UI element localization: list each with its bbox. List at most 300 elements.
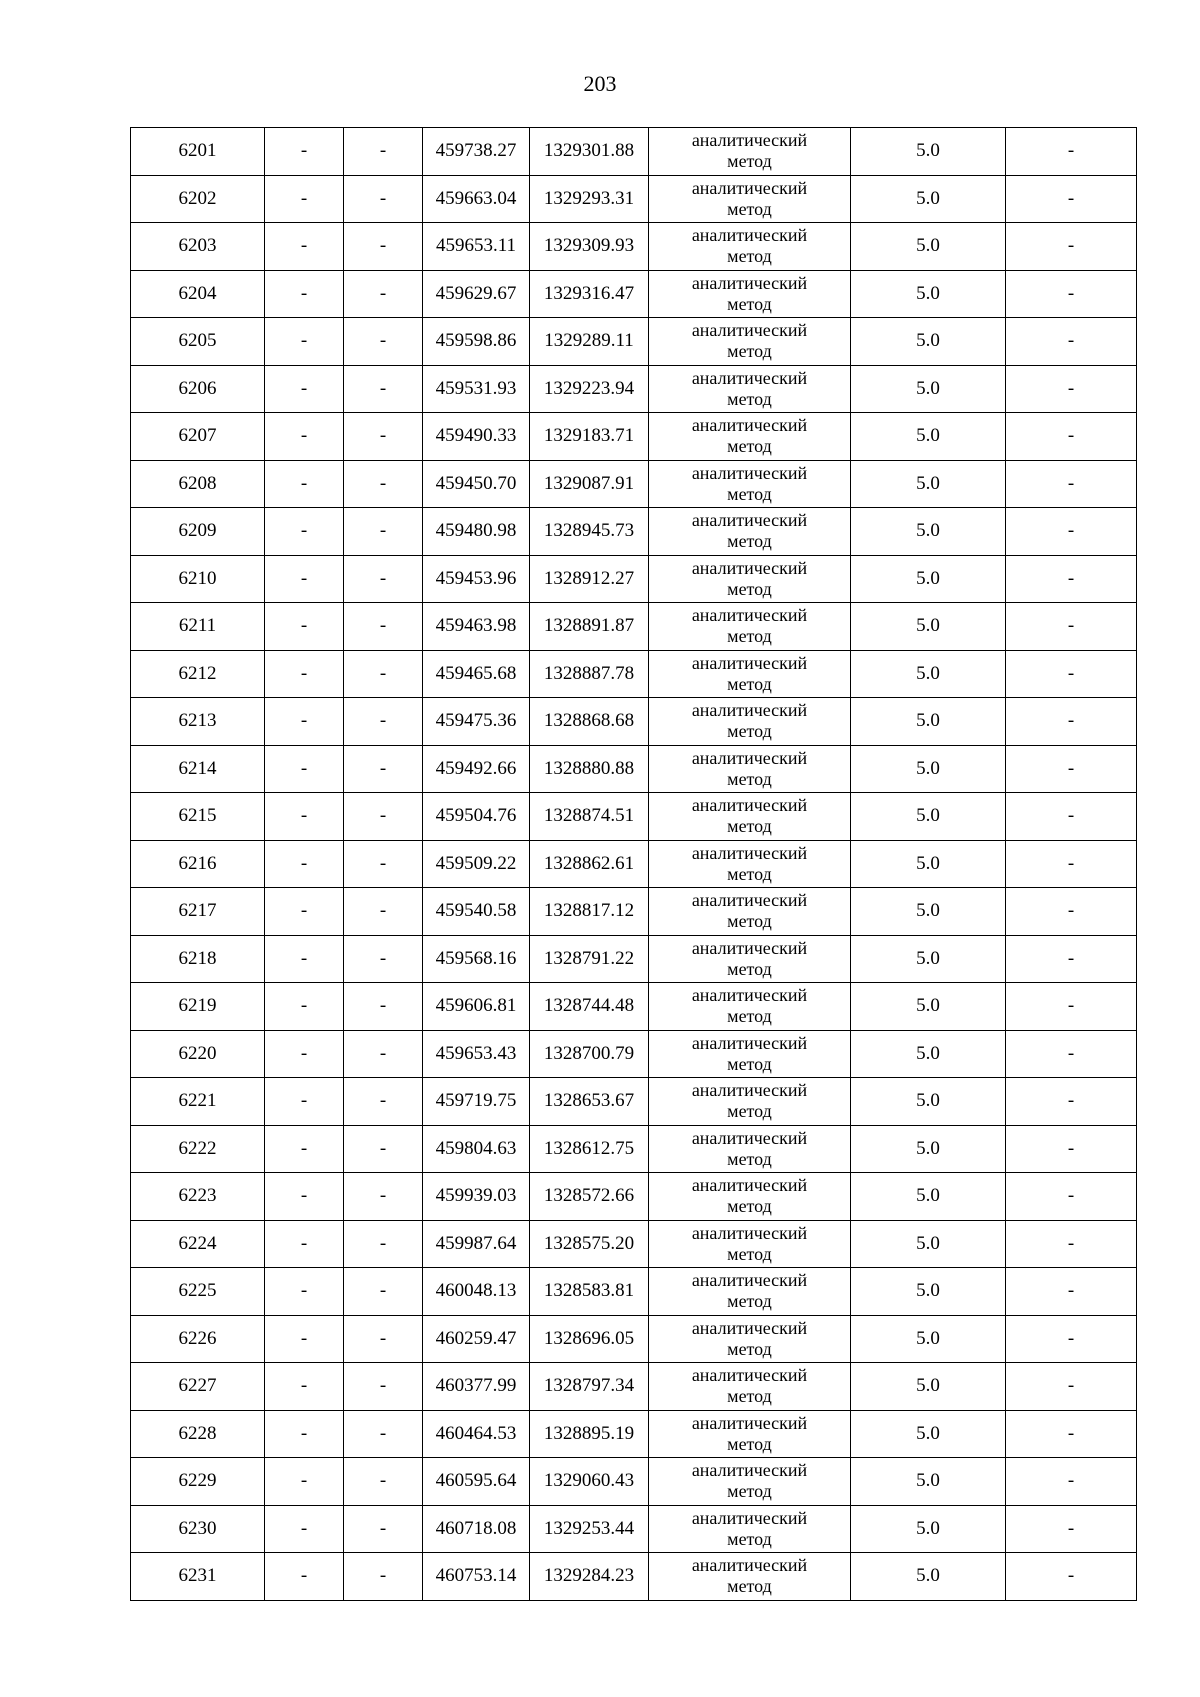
method-line-2: метод — [727, 531, 772, 552]
cell-y-coordinate: 1328880.88 — [530, 745, 649, 793]
cell-accuracy: 5.0 — [851, 840, 1006, 888]
cell-method — [649, 1173, 851, 1221]
cell-method — [649, 888, 851, 936]
cell-y-coordinate: 1328874.51 — [530, 793, 649, 841]
cell-notes: - — [1006, 1505, 1137, 1553]
cell-empty-1: - — [265, 935, 344, 983]
cell-y-coordinate: 1329316.47 — [530, 270, 649, 318]
cell-method — [649, 603, 851, 651]
cell-y-coordinate: 1328572.66 — [530, 1173, 649, 1221]
table-row — [131, 270, 1137, 318]
cell-empty-1: - — [265, 1125, 344, 1173]
cell-method — [649, 935, 851, 983]
cell-empty-1: - — [265, 888, 344, 936]
table-row — [131, 1410, 1137, 1458]
table-row — [131, 1268, 1137, 1316]
cell-point-number: 6225 — [131, 1268, 265, 1316]
cell-x-coordinate: 460595.64 — [423, 1458, 530, 1506]
cell-x-coordinate: 460048.13 — [423, 1268, 530, 1316]
cell-method — [649, 1458, 851, 1506]
cell-accuracy: 5.0 — [851, 365, 1006, 413]
cell-x-coordinate: 459804.63 — [423, 1125, 530, 1173]
cell-point-number: 6226 — [131, 1315, 265, 1363]
method-line-2: метод — [727, 388, 772, 409]
cell-point-number: 6208 — [131, 460, 265, 508]
cell-x-coordinate: 460259.47 — [423, 1315, 530, 1363]
cell-empty-1: - — [265, 270, 344, 318]
method-line-2: метод — [727, 198, 772, 219]
table-row — [131, 365, 1137, 413]
table-row — [131, 460, 1137, 508]
method-line-1: аналитический — [691, 130, 808, 151]
cell-point-number: 6209 — [131, 508, 265, 556]
cell-method — [649, 413, 851, 461]
cell-empty-1: - — [265, 1553, 344, 1601]
cell-empty-1: - — [265, 840, 344, 888]
cell-notes: - — [1006, 1030, 1137, 1078]
cell-notes: - — [1006, 1458, 1137, 1506]
cell-method — [649, 508, 851, 556]
cell-accuracy: 5.0 — [851, 1268, 1006, 1316]
cell-method — [649, 1315, 851, 1363]
cell-method — [649, 270, 851, 318]
table-row — [131, 745, 1137, 793]
cell-y-coordinate: 1328575.20 — [530, 1220, 649, 1268]
cell-point-number: 6223 — [131, 1173, 265, 1221]
cell-x-coordinate: 459509.22 — [423, 840, 530, 888]
cell-accuracy: 5.0 — [851, 1410, 1006, 1458]
method-line-2: метод — [727, 246, 772, 267]
cell-empty-2: - — [344, 1553, 423, 1601]
method-line-2: метод — [727, 626, 772, 647]
method-line-1: аналитический — [691, 652, 808, 673]
cell-y-coordinate: 1328696.05 — [530, 1315, 649, 1363]
cell-notes: - — [1006, 1553, 1137, 1601]
cell-accuracy: 5.0 — [851, 983, 1006, 1031]
cell-accuracy: 5.0 — [851, 1220, 1006, 1268]
table-row — [131, 508, 1137, 556]
cell-notes: - — [1006, 1220, 1137, 1268]
cell-point-number: 6207 — [131, 413, 265, 461]
cell-y-coordinate: 1328895.19 — [530, 1410, 649, 1458]
cell-point-number: 6222 — [131, 1125, 265, 1173]
method-line-2: метод — [727, 768, 772, 789]
cell-point-number: 6221 — [131, 1078, 265, 1126]
method-line-2: метод — [727, 1576, 772, 1597]
method-line-2: метод — [727, 436, 772, 457]
cell-point-number: 6206 — [131, 365, 265, 413]
cell-notes: - — [1006, 175, 1137, 223]
cell-accuracy: 5.0 — [851, 1173, 1006, 1221]
cell-empty-2: - — [344, 555, 423, 603]
cell-accuracy: 5.0 — [851, 508, 1006, 556]
cell-empty-2: - — [344, 840, 423, 888]
cell-y-coordinate: 1328887.78 — [530, 650, 649, 698]
method-line-2: метод — [727, 1006, 772, 1027]
page-number: 203 — [583, 71, 617, 96]
table-row — [131, 840, 1137, 888]
cell-empty-2: - — [344, 983, 423, 1031]
method-line-2: метод — [727, 911, 772, 932]
cell-empty-2: - — [344, 1363, 423, 1411]
method-line-1: аналитический — [691, 1365, 808, 1386]
cell-accuracy: 5.0 — [851, 1553, 1006, 1601]
cell-accuracy: 5.0 — [851, 175, 1006, 223]
cell-accuracy: 5.0 — [851, 745, 1006, 793]
method-line-2: метод — [727, 483, 772, 504]
cell-x-coordinate: 459465.68 — [423, 650, 530, 698]
cell-point-number: 6210 — [131, 555, 265, 603]
cell-y-coordinate: 1329284.23 — [530, 1553, 649, 1601]
method-line-1: аналитический — [691, 1460, 808, 1481]
cell-empty-2: - — [344, 413, 423, 461]
cell-empty-1: - — [265, 603, 344, 651]
method-line-1: аналитический — [691, 795, 808, 816]
method-line-2: метод — [727, 863, 772, 884]
method-line-1: аналитический — [691, 225, 808, 246]
table-row — [131, 318, 1137, 366]
cell-y-coordinate: 1329253.44 — [530, 1505, 649, 1553]
cell-empty-1: - — [265, 460, 344, 508]
cell-empty-1: - — [265, 555, 344, 603]
cell-point-number: 6218 — [131, 935, 265, 983]
cell-y-coordinate: 1329223.94 — [530, 365, 649, 413]
cell-y-coordinate: 1328817.12 — [530, 888, 649, 936]
cell-x-coordinate: 459490.33 — [423, 413, 530, 461]
cell-method — [649, 318, 851, 366]
cell-point-number: 6201 — [131, 128, 265, 176]
cell-point-number: 6229 — [131, 1458, 265, 1506]
cell-empty-1: - — [265, 698, 344, 746]
cell-point-number: 6219 — [131, 983, 265, 1031]
cell-y-coordinate: 1328653.67 — [530, 1078, 649, 1126]
method-line-1: аналитический — [691, 1555, 808, 1576]
method-line-1: аналитический — [691, 320, 808, 341]
cell-method — [649, 1553, 851, 1601]
cell-notes: - — [1006, 1268, 1137, 1316]
table-row — [131, 1553, 1137, 1601]
table-row — [131, 128, 1137, 176]
cell-notes: - — [1006, 365, 1137, 413]
method-line-2: метод — [727, 1433, 772, 1454]
cell-accuracy: 5.0 — [851, 1125, 1006, 1173]
cell-y-coordinate: 1328791.22 — [530, 935, 649, 983]
cell-empty-2: - — [344, 793, 423, 841]
cell-point-number: 6212 — [131, 650, 265, 698]
cell-accuracy: 5.0 — [851, 793, 1006, 841]
cell-empty-2: - — [344, 128, 423, 176]
cell-empty-2: - — [344, 1078, 423, 1126]
table-row — [131, 413, 1137, 461]
cell-x-coordinate: 460753.14 — [423, 1553, 530, 1601]
cell-empty-1: - — [265, 983, 344, 1031]
cell-empty-1: - — [265, 223, 344, 271]
method-line-1: аналитический — [691, 1270, 808, 1291]
cell-empty-2: - — [344, 508, 423, 556]
cell-point-number: 6230 — [131, 1505, 265, 1553]
cell-point-number: 6205 — [131, 318, 265, 366]
table-row — [131, 1125, 1137, 1173]
cell-empty-1: - — [265, 1458, 344, 1506]
cell-notes: - — [1006, 1173, 1137, 1221]
method-line-2: метод — [727, 151, 772, 172]
cell-x-coordinate: 459629.67 — [423, 270, 530, 318]
cell-empty-2: - — [344, 1125, 423, 1173]
method-line-2: метод — [727, 1196, 772, 1217]
cell-empty-1: - — [265, 1220, 344, 1268]
cell-empty-2: - — [344, 1268, 423, 1316]
cell-method — [649, 175, 851, 223]
cell-x-coordinate: 460377.99 — [423, 1363, 530, 1411]
method-line-2: метод — [727, 1481, 772, 1502]
cell-empty-1: - — [265, 175, 344, 223]
cell-point-number: 6231 — [131, 1553, 265, 1601]
cell-empty-2: - — [344, 460, 423, 508]
cell-y-coordinate: 1329309.93 — [530, 223, 649, 271]
cell-method — [649, 745, 851, 793]
method-line-1: аналитический — [691, 510, 808, 531]
cell-y-coordinate: 1328583.81 — [530, 1268, 649, 1316]
cell-point-number: 6217 — [131, 888, 265, 936]
cell-empty-1: - — [265, 365, 344, 413]
cell-accuracy: 5.0 — [851, 413, 1006, 461]
cell-y-coordinate: 1328700.79 — [530, 1030, 649, 1078]
method-line-1: аналитический — [691, 1175, 808, 1196]
cell-empty-2: - — [344, 1505, 423, 1553]
cell-point-number: 6204 — [131, 270, 265, 318]
cell-method — [649, 1268, 851, 1316]
cell-empty-2: - — [344, 888, 423, 936]
method-line-2: метод — [727, 1386, 772, 1407]
method-line-1: аналитический — [691, 367, 808, 388]
table-row — [131, 1078, 1137, 1126]
cell-empty-2: - — [344, 175, 423, 223]
table-row — [131, 1220, 1137, 1268]
method-line-1: аналитический — [691, 605, 808, 626]
cell-method — [649, 1220, 851, 1268]
cell-accuracy: 5.0 — [851, 128, 1006, 176]
method-line-2: метод — [727, 721, 772, 742]
cell-notes: - — [1006, 508, 1137, 556]
cell-y-coordinate: 1328868.68 — [530, 698, 649, 746]
cell-notes: - — [1006, 650, 1137, 698]
method-line-1: аналитический — [691, 700, 808, 721]
cell-empty-2: - — [344, 1220, 423, 1268]
method-line-2: метод — [727, 578, 772, 599]
cell-empty-2: - — [344, 223, 423, 271]
cell-method — [649, 983, 851, 1031]
cell-x-coordinate: 459598.86 — [423, 318, 530, 366]
cell-method — [649, 223, 851, 271]
method-line-2: метод — [727, 958, 772, 979]
cell-accuracy: 5.0 — [851, 318, 1006, 366]
cell-empty-1: - — [265, 745, 344, 793]
cell-empty-1: - — [265, 1410, 344, 1458]
table-row — [131, 223, 1137, 271]
cell-x-coordinate: 459568.16 — [423, 935, 530, 983]
cell-method — [649, 1078, 851, 1126]
cell-method — [649, 1363, 851, 1411]
method-line-1: аналитический — [691, 1080, 808, 1101]
table-row — [131, 650, 1137, 698]
method-line-2: метод — [727, 1148, 772, 1169]
cell-empty-1: - — [265, 1268, 344, 1316]
cell-empty-1: - — [265, 128, 344, 176]
table-row — [131, 793, 1137, 841]
cell-accuracy: 5.0 — [851, 698, 1006, 746]
cell-point-number: 6214 — [131, 745, 265, 793]
cell-notes: - — [1006, 1363, 1137, 1411]
cell-empty-1: - — [265, 1505, 344, 1553]
cell-x-coordinate: 459450.70 — [423, 460, 530, 508]
cell-method — [649, 698, 851, 746]
method-line-1: аналитический — [691, 1127, 808, 1148]
cell-point-number: 6216 — [131, 840, 265, 888]
cell-notes: - — [1006, 603, 1137, 651]
cell-empty-2: - — [344, 698, 423, 746]
cell-notes: - — [1006, 698, 1137, 746]
coordinates-table — [130, 127, 1137, 1601]
cell-empty-1: - — [265, 1173, 344, 1221]
cell-notes: - — [1006, 1315, 1137, 1363]
cell-notes: - — [1006, 318, 1137, 366]
cell-method — [649, 1410, 851, 1458]
cell-point-number: 6213 — [131, 698, 265, 746]
cell-x-coordinate: 459663.04 — [423, 175, 530, 223]
cell-y-coordinate: 1328891.87 — [530, 603, 649, 651]
method-line-1: аналитический — [691, 1032, 808, 1053]
method-line-2: метод — [727, 293, 772, 314]
table-row — [131, 603, 1137, 651]
cell-accuracy: 5.0 — [851, 1078, 1006, 1126]
cell-point-number: 6211 — [131, 603, 265, 651]
cell-x-coordinate: 459453.96 — [423, 555, 530, 603]
cell-method — [649, 128, 851, 176]
cell-empty-1: - — [265, 650, 344, 698]
cell-notes: - — [1006, 1410, 1137, 1458]
cell-empty-2: - — [344, 745, 423, 793]
cell-x-coordinate: 460718.08 — [423, 1505, 530, 1553]
cell-method — [649, 1125, 851, 1173]
cell-empty-2: - — [344, 270, 423, 318]
cell-empty-1: - — [265, 1315, 344, 1363]
method-line-2: метод — [727, 816, 772, 837]
cell-notes: - — [1006, 460, 1137, 508]
cell-x-coordinate: 459939.03 — [423, 1173, 530, 1221]
table-row — [131, 983, 1137, 1031]
table-row — [131, 1030, 1137, 1078]
cell-empty-1: - — [265, 1030, 344, 1078]
cell-x-coordinate: 459738.27 — [423, 128, 530, 176]
cell-notes: - — [1006, 888, 1137, 936]
cell-method — [649, 460, 851, 508]
method-line-1: аналитический — [691, 462, 808, 483]
cell-x-coordinate: 459653.43 — [423, 1030, 530, 1078]
cell-notes: - — [1006, 270, 1137, 318]
method-line-2: метод — [727, 673, 772, 694]
table-row — [131, 888, 1137, 936]
method-line-1: аналитический — [691, 415, 808, 436]
cell-empty-1: - — [265, 793, 344, 841]
cell-notes: - — [1006, 223, 1137, 271]
cell-accuracy: 5.0 — [851, 555, 1006, 603]
table-row — [131, 698, 1137, 746]
cell-empty-1: - — [265, 318, 344, 366]
cell-accuracy: 5.0 — [851, 650, 1006, 698]
cell-y-coordinate: 1329183.71 — [530, 413, 649, 461]
cell-accuracy: 5.0 — [851, 603, 1006, 651]
cell-x-coordinate: 459606.81 — [423, 983, 530, 1031]
table-row — [131, 1458, 1137, 1506]
cell-y-coordinate: 1329060.43 — [530, 1458, 649, 1506]
cell-point-number: 6203 — [131, 223, 265, 271]
cell-empty-1: - — [265, 508, 344, 556]
cell-accuracy: 5.0 — [851, 1030, 1006, 1078]
cell-x-coordinate: 459987.64 — [423, 1220, 530, 1268]
cell-accuracy: 5.0 — [851, 223, 1006, 271]
cell-y-coordinate: 1329087.91 — [530, 460, 649, 508]
cell-method — [649, 793, 851, 841]
cell-y-coordinate: 1328612.75 — [530, 1125, 649, 1173]
cell-y-coordinate: 1328744.48 — [530, 983, 649, 1031]
method-line-1: аналитический — [691, 937, 808, 958]
table-row — [131, 1173, 1137, 1221]
cell-notes: - — [1006, 935, 1137, 983]
cell-x-coordinate: 459653.11 — [423, 223, 530, 271]
method-line-1: аналитический — [691, 1507, 808, 1528]
cell-x-coordinate: 459492.66 — [423, 745, 530, 793]
cell-accuracy: 5.0 — [851, 1458, 1006, 1506]
cell-empty-1: - — [265, 1078, 344, 1126]
cell-y-coordinate: 1329301.88 — [530, 128, 649, 176]
cell-x-coordinate: 460464.53 — [423, 1410, 530, 1458]
cell-accuracy: 5.0 — [851, 270, 1006, 318]
method-line-2: метод — [727, 341, 772, 362]
table-row — [131, 1505, 1137, 1553]
cell-y-coordinate: 1329289.11 — [530, 318, 649, 366]
cell-empty-2: - — [344, 650, 423, 698]
cell-method — [649, 1505, 851, 1553]
cell-empty-2: - — [344, 1458, 423, 1506]
cell-point-number: 6227 — [131, 1363, 265, 1411]
cell-x-coordinate: 459719.75 — [423, 1078, 530, 1126]
cell-point-number: 6228 — [131, 1410, 265, 1458]
method-line-1: аналитический — [691, 1222, 808, 1243]
cell-y-coordinate: 1329293.31 — [530, 175, 649, 223]
table-row — [131, 935, 1137, 983]
cell-empty-1: - — [265, 1363, 344, 1411]
method-line-1: аналитический — [691, 890, 808, 911]
method-line-1: аналитический — [691, 1412, 808, 1433]
cell-x-coordinate: 459475.36 — [423, 698, 530, 746]
table-row — [131, 1363, 1137, 1411]
cell-accuracy: 5.0 — [851, 460, 1006, 508]
cell-y-coordinate: 1328797.34 — [530, 1363, 649, 1411]
method-line-2: метод — [727, 1338, 772, 1359]
cell-empty-2: - — [344, 935, 423, 983]
method-line-1: аналитический — [691, 747, 808, 768]
cell-method — [649, 1030, 851, 1078]
cell-accuracy: 5.0 — [851, 888, 1006, 936]
cell-empty-2: - — [344, 1410, 423, 1458]
cell-y-coordinate: 1328862.61 — [530, 840, 649, 888]
cell-method — [649, 555, 851, 603]
cell-method — [649, 365, 851, 413]
method-line-1: аналитический — [691, 842, 808, 863]
method-line-2: метод — [727, 1053, 772, 1074]
cell-x-coordinate: 459463.98 — [423, 603, 530, 651]
cell-notes: - — [1006, 840, 1137, 888]
